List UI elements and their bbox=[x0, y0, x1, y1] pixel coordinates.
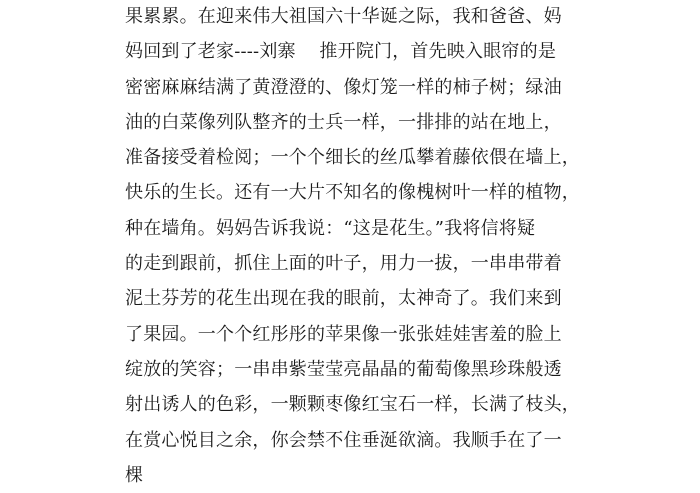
text-line: 果累累。在迎来伟大祖国六十华诞之际，我和爸爸、妈 bbox=[125, 6, 562, 27]
text-line: 快乐的生长。还有一大片不知名的像槐树叶一样的植物， bbox=[125, 182, 580, 204]
text-line: 射出诱人的色彩，一颗颗枣像红宝石一样，长满了枝头， bbox=[125, 394, 580, 416]
text-line: 种在墙角。妈妈告诉我说：“这是花生。”我将信将疑 bbox=[125, 217, 536, 239]
text-line: 了果园。一个个红彤彤的苹果像一张张娃娃害羞的脸上 bbox=[125, 323, 562, 345]
text-line: 油的白菜像列队整齐的士兵一样，一排排的站在地上， bbox=[125, 111, 562, 133]
text-line: 准备接受着检阅；一个个细长的丝瓜攀着藤依偎在墙上， bbox=[125, 147, 580, 169]
essay-text bbox=[125, 0, 595, 493]
text-line: 的走到跟前，抓住上面的叶子，用力一拔，一串串带着 bbox=[125, 253, 562, 275]
text-line: 泥土芬芳的花生出现在我的眼前，太神奇了。我们来到 bbox=[125, 288, 562, 310]
text-line: 妈回到了老家----刘寨 推开院门，首先映入眼帘的是 bbox=[125, 41, 557, 63]
text-line: 棵 bbox=[125, 464, 144, 486]
text-line: 密密麻麻结满了黄澄澄的、像灯笼一样的柿子树；绿油 bbox=[125, 76, 562, 98]
text-line: 在赏心悦目之余，你会禁不住垂涎欲滴。我顺手在了一 bbox=[125, 429, 562, 451]
text-line: 绽放的笑容；一串串紫莹莹亮晶晶的葡萄像黑珍珠般透 bbox=[125, 358, 562, 380]
